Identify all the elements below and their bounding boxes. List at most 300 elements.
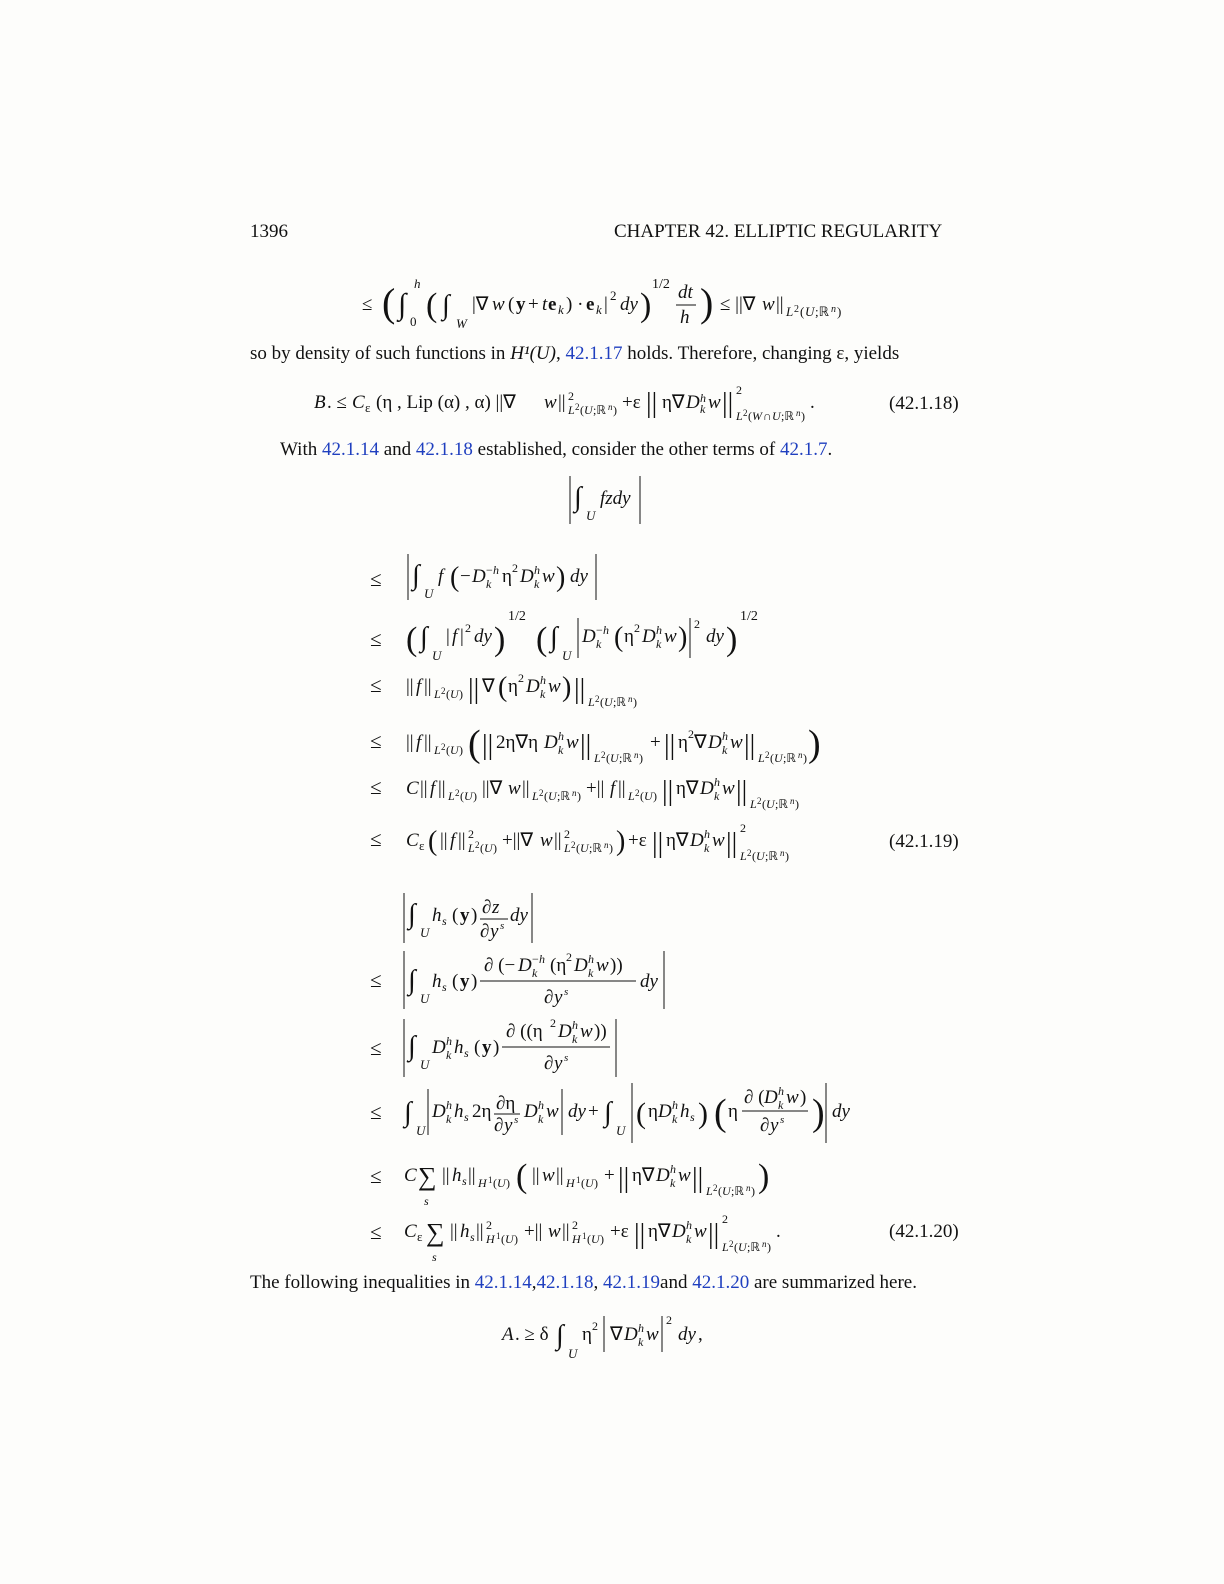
svg-text:ε: ε [365,400,371,415]
svg-text:||∇: ||∇ [482,778,503,799]
svg-text:w: w [542,566,555,587]
svg-text:U: U [591,1232,600,1246]
svg-text:∫: ∫ [408,965,416,996]
svg-text:f: f [610,778,616,799]
svg-text:(: ( [480,841,484,855]
svg-text:D: D [544,732,558,753]
text-span: established, consider the other terms of [472,439,781,460]
svg-text:(: ( [748,409,752,423]
svg-text:||: || [532,1165,540,1186]
svg-text:z: z [492,897,500,918]
svg-text:U: U [420,925,430,940]
svg-text:) ·: ) · [566,294,584,315]
svg-text:C: C [406,778,419,799]
svg-text:U: U [586,508,596,523]
svg-text:.: . [776,1221,781,1242]
svg-text:U: U [464,789,473,803]
svg-text:k: k [714,789,720,803]
text-span: With [280,439,322,460]
svg-text:(: ( [714,1092,727,1134]
svg-text:2: 2 [564,827,570,841]
chapter-title: CHAPTER 42. ELLIPTIC REGULARITY [614,221,943,242]
svg-text:k: k [534,577,540,591]
svg-text:s: s [424,1194,429,1208]
svg-text:k: k [558,302,564,317]
svg-text:): ) [795,797,799,811]
svg-text:;ℝ: ;ℝ [775,797,788,811]
svg-text:;ℝ: ;ℝ [747,1240,760,1254]
svg-text:≤: ≤ [370,1036,382,1060]
equation-ref-link[interactable]: 42.1.20 [692,1272,750,1293]
svg-text:(: ( [452,971,459,992]
svg-text:∂: ∂ [760,1115,770,1136]
svg-text:dy: dy [570,566,588,587]
svg-text:L: L [434,743,441,757]
svg-text:−: − [532,952,539,966]
svg-text:h: h [722,729,728,743]
svg-text:D: D [472,566,486,587]
svg-text:L: L [706,1184,713,1198]
svg-text:,: , [698,1324,703,1345]
svg-text:U: U [420,1057,430,1072]
text-span: , [555,343,566,364]
svg-text:+||∇: +||∇ [502,830,534,851]
svg-text:2: 2 [694,617,700,631]
svg-text:∂ (−: ∂ (− [484,955,516,976]
svg-text:k: k [638,1335,644,1349]
svg-text:|: | [446,626,450,647]
svg-text:k: k [486,577,492,591]
svg-text:A: A [502,1324,514,1345]
svg-text:∫: ∫ [556,1320,564,1351]
svg-text:w: w [694,1221,707,1242]
svg-text:C: C [406,830,419,851]
svg-text:+: + [588,1101,599,1122]
svg-text:s: s [564,1052,569,1064]
svg-text:ε: ε [417,1229,423,1244]
svg-text:h: h [446,1034,452,1048]
svg-text:||: || [522,778,530,799]
svg-text:y: y [490,921,499,942]
svg-text:U: U [548,789,557,803]
svg-text:(: ( [498,672,508,703]
svg-text:k: k [596,302,602,317]
svg-text:(η: (η [550,955,567,976]
svg-text:dy: dy [568,1101,586,1122]
svg-text:h: h [452,1165,462,1186]
svg-text:||: || [618,778,626,799]
svg-text:||: || [468,1165,476,1186]
svg-text:||: || [468,674,480,705]
equation-18-svg [312,380,832,430]
svg-text:): ) [600,1232,604,1246]
svg-text:): ) [653,789,657,803]
svg-text:+ε: +ε [628,830,647,851]
equation-top-svg [360,270,880,340]
svg-text:L: L [722,1240,729,1254]
math-span: H¹(U) [510,343,556,364]
svg-text:w: w [762,294,775,315]
svg-text:2: 2 [441,686,446,696]
svg-text:||: || [558,392,566,413]
svg-text:(: ( [718,1184,722,1198]
svg-text:): ) [616,826,626,857]
svg-text:w: w [596,955,609,976]
equation-number-19: (42.1.19) [889,831,959,852]
equation-ref-link[interactable]: 42.1.18 [536,1272,594,1293]
svg-text:(: ( [752,849,756,863]
svg-text:h: h [493,563,499,577]
text-span: so by density of such functions in [250,343,511,364]
svg-text:h: h [670,1162,676,1176]
svg-text:L: L [568,403,575,417]
svg-text:w: w [540,830,553,851]
svg-text:h: h [539,952,545,966]
svg-text:(: ( [382,280,396,325]
svg-text:U: U [616,1123,626,1138]
svg-text:D: D [690,830,704,851]
svg-text:f: f [452,626,458,647]
svg-text:h: h [680,1101,690,1122]
svg-text:k: k [540,687,546,701]
svg-text:f: f [438,566,444,587]
text-span: The following inequalities in [250,1272,475,1293]
svg-text:D: D [686,392,700,413]
svg-text:h: h [672,1098,678,1112]
svg-text:H: H [566,1176,575,1190]
equation-ref-link[interactable]: 42.1.18 [415,439,473,460]
svg-text:H: H [486,1232,495,1246]
svg-text:2: 2 [765,750,770,760]
svg-text:−: − [486,563,493,577]
svg-text:): ) [785,849,789,863]
svg-text:2: 2 [575,402,580,412]
svg-text:): ) [698,1097,708,1130]
svg-text:w: w [786,1087,799,1108]
svg-text:H: H [572,1232,581,1246]
svg-text:n: n [746,1183,751,1193]
svg-text:k: k [656,637,662,651]
svg-text:y: y [516,294,526,315]
svg-text:h: h [588,952,594,966]
svg-text:||: || [692,1163,704,1194]
svg-text:2: 2 [688,727,694,741]
svg-text:∂: ∂ [480,921,490,942]
svg-text:w: w [712,830,725,851]
svg-text:): ) [459,687,463,701]
svg-text:s: s [462,1174,467,1188]
svg-text:+: + [528,294,539,315]
svg-text:+||: +|| [586,778,605,799]
svg-text:−: − [596,623,603,637]
svg-text:h: h [714,775,720,789]
svg-text:∩: ∩ [763,409,772,423]
svg-text:D: D [574,955,588,976]
svg-text:D: D [656,1165,670,1186]
text-span: and [378,439,416,460]
svg-text:U: U [722,1184,731,1198]
svg-text:w: w [546,1101,559,1122]
svg-text:h: h [534,563,540,577]
equation-ref-link[interactable]: 42.1.17 [565,343,623,364]
svg-text:s: s [500,920,505,932]
svg-text:2: 2 [794,304,799,315]
equation-top [360,270,880,340]
svg-text:U: U [610,751,619,765]
svg-text:L: L [564,841,571,855]
svg-text:k: k [572,1032,578,1046]
svg-text:2: 2 [571,840,576,850]
svg-text:||: || [476,1221,484,1242]
svg-text:): ) [473,789,477,803]
svg-text:||: || [424,676,432,697]
svg-text:(: ( [446,687,450,701]
equation-ref-link[interactable]: 42.1.19 [603,1272,661,1293]
svg-text:U: U [604,695,613,709]
svg-text:dy: dy [620,294,638,315]
svg-text:s: s [470,1230,475,1244]
svg-text:L: L [434,687,441,701]
svg-text:h: h [540,673,546,687]
svg-text:h: h [446,1098,452,1112]
svg-text:U: U [424,586,434,601]
svg-text:η: η [728,1101,738,1122]
svg-text:s: s [464,1110,469,1124]
svg-text:w: w [678,1165,691,1186]
svg-text:||: || [618,1163,630,1194]
svg-text:y: y [554,987,563,1008]
svg-text:|: | [604,294,608,315]
svg-text:.: . [810,392,815,413]
svg-text:2: 2 [713,1183,718,1193]
svg-text:w: w [566,732,579,753]
equation-42-1-20-block [360,885,880,1265]
svg-text:k: k [532,966,538,980]
svg-text:k: k [588,966,594,980]
svg-text:): ) [639,751,643,765]
svg-text:U: U [505,1232,514,1246]
svg-text:e: e [586,294,595,315]
equation-19-svg [360,468,880,868]
svg-text:t: t [542,294,548,315]
svg-text:η: η [648,1101,658,1122]
svg-text:L: L [588,695,595,709]
svg-text:C: C [404,1221,417,1242]
svg-text:||: || [744,730,756,761]
svg-text:(: ( [493,1176,497,1190]
svg-text:1: 1 [496,1231,501,1241]
svg-text:;ℝ: ;ℝ [619,751,632,765]
svg-text:∂: ∂ [544,1053,554,1074]
svg-text:U: U [484,841,493,855]
svg-text:||: || [482,730,494,761]
svg-text:|∇: |∇ [472,294,489,315]
svg-text:∫: ∫ [550,622,558,653]
svg-text:2: 2 [601,750,606,760]
svg-text:w: w [544,392,557,413]
svg-text:+||: +|| [524,1221,543,1242]
svg-text:;ℝ: ;ℝ [765,849,778,863]
text-span: are summarized here. [749,1272,917,1293]
svg-text:∂η: ∂η [496,1093,516,1114]
svg-text:∇: ∇ [694,732,707,753]
svg-text:. ≥ δ: . ≥ δ [515,1324,549,1345]
svg-text:k: k [722,743,728,757]
svg-text:f: f [416,732,422,753]
svg-text:h: h [704,827,710,841]
svg-text:D: D [520,566,534,587]
svg-text:∫: ∫ [604,1097,612,1128]
svg-text:;ℝ: ;ℝ [613,695,626,709]
svg-text:∇: ∇ [610,1324,623,1345]
svg-text:U: U [644,789,653,803]
svg-text:η: η [502,566,512,587]
svg-text:2: 2 [512,561,518,575]
svg-text:≤: ≤ [370,1100,382,1124]
equation-ref-link[interactable]: 42.1.14 [321,439,379,460]
svg-text:∫: ∫ [408,899,416,930]
svg-text:U: U [580,841,589,855]
svg-text:): ) [640,287,652,324]
svg-text:≤: ≤ [370,1220,382,1244]
svg-text:||: || [708,1219,720,1250]
svg-text:h: h [432,905,442,926]
svg-text:||: || [424,732,432,753]
svg-text:): ) [767,1240,771,1254]
svg-text:||: || [450,1221,458,1242]
svg-text:D: D [432,1101,446,1122]
svg-text:D: D [582,626,596,647]
svg-text:≤: ≤ [370,827,382,851]
svg-text:(: ( [501,1232,505,1246]
svg-text:W: W [752,409,762,423]
svg-text:(: ( [544,789,548,803]
svg-text:≤: ≤ [370,775,382,799]
equation-final [500,1308,740,1368]
text-span: and [660,1272,693,1293]
svg-text:): ) [808,723,821,765]
svg-text:≤: ≤ [370,968,382,992]
svg-text:||: || [438,778,446,799]
svg-text:||: || [442,1165,450,1186]
svg-text:k: k [446,1048,452,1062]
svg-text:(: ( [587,1232,591,1246]
svg-text:L: L [468,841,475,855]
svg-text:(: ( [406,621,418,658]
svg-text:∂ (: ∂ ( [744,1087,765,1108]
svg-text:s: s [514,1114,519,1126]
svg-text:w: w [548,676,561,697]
svg-text:||: || [406,676,414,697]
svg-text:≤: ≤ [370,673,382,697]
svg-text:||: || [634,1219,646,1250]
svg-text:. ≤: . ≤ [327,392,347,413]
paragraph-line-3 [250,1272,917,1294]
svg-text:w: w [664,626,677,647]
svg-text:||: || [736,776,748,807]
text-span: . [827,439,833,460]
svg-text:s: s [690,1110,695,1124]
svg-text:h: h [454,1037,464,1058]
svg-text:(: ( [576,841,580,855]
svg-text:∑: ∑ [418,1162,437,1191]
svg-text:(: ( [734,1240,738,1254]
svg-text:D: D [700,778,714,799]
svg-text:1/2: 1/2 [652,277,670,292]
svg-text:): ) [751,1184,755,1198]
svg-text:2: 2 [757,796,762,806]
svg-text:||: || [554,830,562,851]
svg-text:L: L [532,789,539,803]
svg-text:U: U [774,751,783,765]
equation-ref-link[interactable]: 42.1.7 [780,439,828,460]
equation-ref-link[interactable]: 42.1.14 [474,1272,532,1293]
svg-text:U: U [738,1240,747,1254]
svg-text:||: || [646,388,658,419]
svg-text:||: || [664,730,676,761]
svg-text:(: ( [770,751,774,765]
svg-text:B: B [314,392,326,413]
svg-text:2: 2 [518,671,524,685]
svg-text:): ) [471,905,478,926]
svg-text:(: ( [426,287,438,324]
svg-text:||: || [458,830,466,851]
svg-text:≤: ≤ [370,567,382,591]
svg-text:): ) [506,1176,510,1190]
svg-text:∫: ∫ [420,622,428,653]
svg-text:y: y [482,1037,492,1058]
svg-text:||: || [440,830,448,851]
svg-text:D: D [558,1021,572,1042]
svg-text:h: h [603,623,609,637]
svg-text:2: 2 [455,788,460,798]
svg-text:h: h [572,1018,578,1032]
svg-text:(: ( [450,562,460,593]
svg-text:(: ( [800,304,805,319]
svg-text:n: n [608,402,613,412]
svg-text:;ℝ: ;ℝ [557,789,570,803]
svg-text:): ) [459,743,463,757]
svg-text:h: h [558,729,564,743]
svg-text:+: + [650,732,661,753]
svg-text:): ) [803,751,807,765]
svg-text:(: ( [606,751,610,765]
svg-text:dy: dy [678,1324,696,1345]
svg-text:h: h [538,1098,544,1112]
svg-text:n: n [796,408,801,418]
svg-text:h: h [656,623,662,637]
svg-text:s: s [464,1046,469,1060]
svg-text:||: || [406,732,414,753]
svg-text:n: n [780,848,785,858]
svg-text:(: ( [508,294,515,315]
svg-text:2: 2 [539,788,544,798]
svg-text:h: h [680,307,690,328]
svg-text:)): )) [594,1021,607,1042]
svg-text:≤ ||∇: ≤ ||∇ [720,294,756,315]
equation-20-svg [360,885,880,1265]
svg-text:ε: ε [419,838,425,853]
svg-text:D: D [624,1324,638,1345]
svg-text:C: C [404,1165,417,1186]
svg-text:): ) [577,789,581,803]
svg-text:2: 2 [736,383,742,397]
svg-text:;ℝ: ;ℝ [815,304,829,319]
svg-text:η: η [624,626,634,647]
svg-text:;ℝ: ;ℝ [731,1184,744,1198]
svg-text:U: U [585,1176,594,1190]
svg-text:(: ( [468,723,481,765]
